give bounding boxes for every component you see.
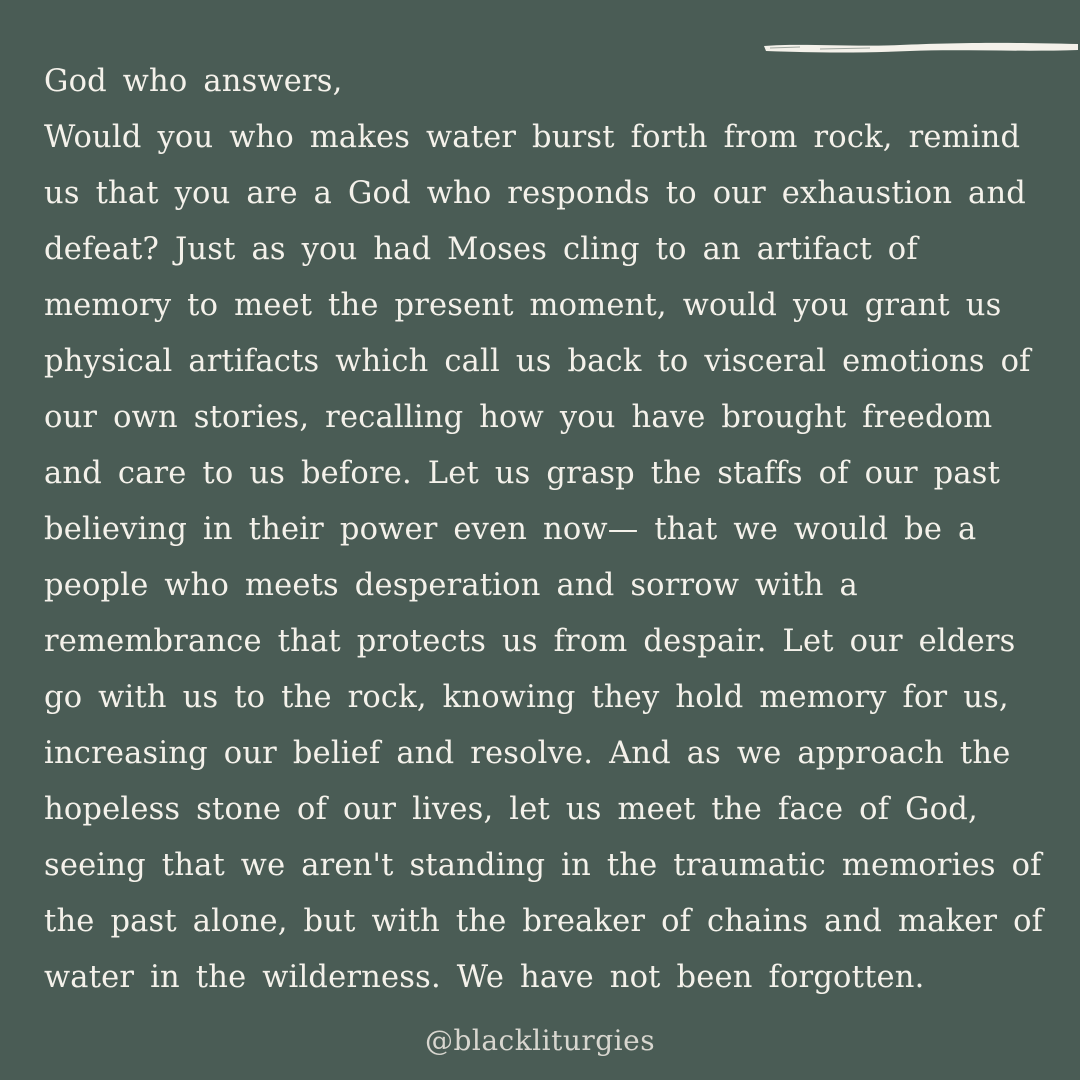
prayer-line: hopeless stone of our lives, let us meet the face of God, <box>44 792 978 827</box>
prayer-line: go with us to the rock, knowing they hold memory for us, <box>44 680 1009 715</box>
prayer-line: God who answers, <box>44 64 343 99</box>
prayer-text <box>44 54 1044 1006</box>
prayer-line: remembrance that protects us from despair. Let our elders <box>44 624 1016 659</box>
prayer-line: increasing our belief and resolve. And as we approach the <box>44 736 1011 771</box>
prayer-line: water in the wilderness. We have not been forgotten. <box>44 960 925 995</box>
prayer-line: seeing that we aren't standing in the traumatic memories of <box>44 848 1042 883</box>
prayer-line: our own stories, recalling how you have brought freedom <box>44 400 993 435</box>
prayer-line: defeat? Just as you had Moses cling to an artifact of <box>44 232 918 267</box>
prayer-line: physical artifacts which call us back to visceral emotions of <box>44 344 1031 379</box>
prayer-line: people who meets desperation and sorrow with a <box>44 568 858 603</box>
prayer-line: us that you are a God who responds to our exhaustion and <box>44 176 1027 211</box>
account-handle: @blackliturgies <box>424 1024 656 1057</box>
prayer-line: memory to meet the present moment, would you grant us <box>44 288 1002 323</box>
prayer-line: Would you who makes water burst forth from rock, remind <box>44 120 1021 155</box>
prayer-line: the past alone, but with the breaker of chains and maker of <box>44 904 1044 939</box>
prayer-line: believing in their power even now— that we would be a <box>44 512 977 547</box>
prayer-line: and care to us before. Let us grasp the staffs of our past <box>44 456 1001 491</box>
